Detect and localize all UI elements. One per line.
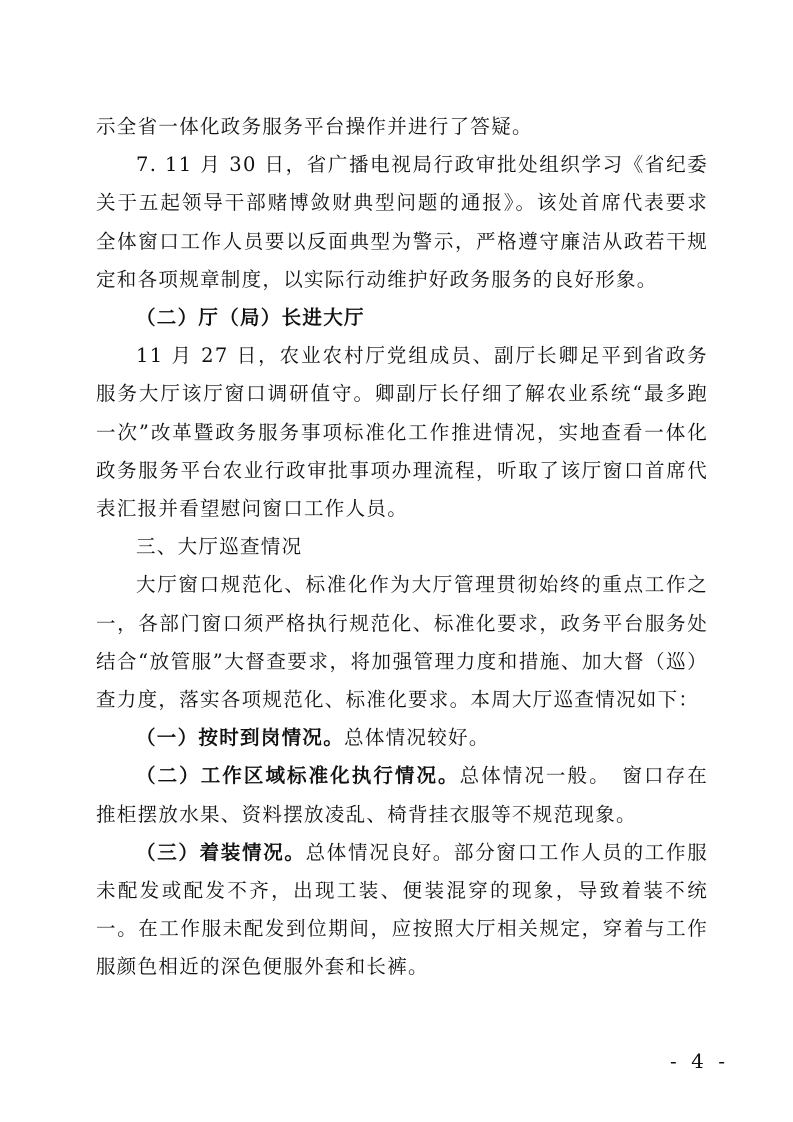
subheading-director-visit: （二）厅（局）长进大厅 xyxy=(136,306,365,330)
paragraph-continuation: 示全省一体化政务服务平台操作并进行了答疑。 xyxy=(96,115,533,138)
inspection-item-attire xyxy=(96,834,708,987)
paragraph-director-visit: 11 月 27 日，农业农村厅党组成员、副厅长卿足平到省政务服务大厅该厅窗口调研值守。卿副厅长仔细了解农业系统“最多跑一次”改革暨政务服务事项标准化工作推进情况，实地查看一体化政务服务平台农业行政审批事项办理流程，听取了该厅窗口首席代表汇报并看望慰问窗口工作人员。 xyxy=(96,344,708,521)
item-text-attire: 总体情况良好。部分窗口工作人员的工作服未配发或配发不齐，出现工装、便装混穿的现象，导致着装不统一。在工作服未配发到位期间，应按照大厅相关规定，穿着与工作服颜色相近的深色便服外套和长裤。 xyxy=(96,840,709,979)
inspection-item-workspace xyxy=(96,757,708,833)
item-text-attendance: 总体情况较好。 xyxy=(344,726,490,750)
item-heading-attendance: （一）按时到岗情况。 xyxy=(136,726,345,750)
document-body xyxy=(96,108,708,987)
item-heading-attire: （三）着装情况。 xyxy=(136,840,306,864)
item-text-workspace: 总体情况一般。 窗口存在推柜摆放水果、资料摆放凌乱、椅背挂衣服等不规范现象。 xyxy=(96,764,708,826)
inspection-item-attendance xyxy=(96,719,708,757)
paragraph-inspection-intro: 大厅窗口规范化、标准化作为大厅管理贯彻始终的重点工作之一，各部门窗口须严格执行规范化、标准化要求，政务平台服务处结合“放管服”大督查要求，将加强管理力度和措施、加大督（巡）查力度，落实各项规范化、标准化要求。本周大厅巡查情况如下： xyxy=(96,573,708,712)
page-number: - 4 - xyxy=(670,1049,729,1073)
paragraph-item-7: 7. 11 月 30 日，省广播电视局行政审批处组织学习《省纪委关于五起领导干部赌博敛财典型问题的通报》。该处首席代表要求全体窗口工作人员要以反面典型为警示，严格遵守廉洁从政若干规定和各项规章制度，以实际行动维护好政务服务的良好形象。 xyxy=(96,153,708,291)
section-heading-inspection: 三、大厅巡查情况 xyxy=(136,535,303,559)
item-heading-workspace: （二）工作区域标准化执行情况。 xyxy=(136,764,460,788)
